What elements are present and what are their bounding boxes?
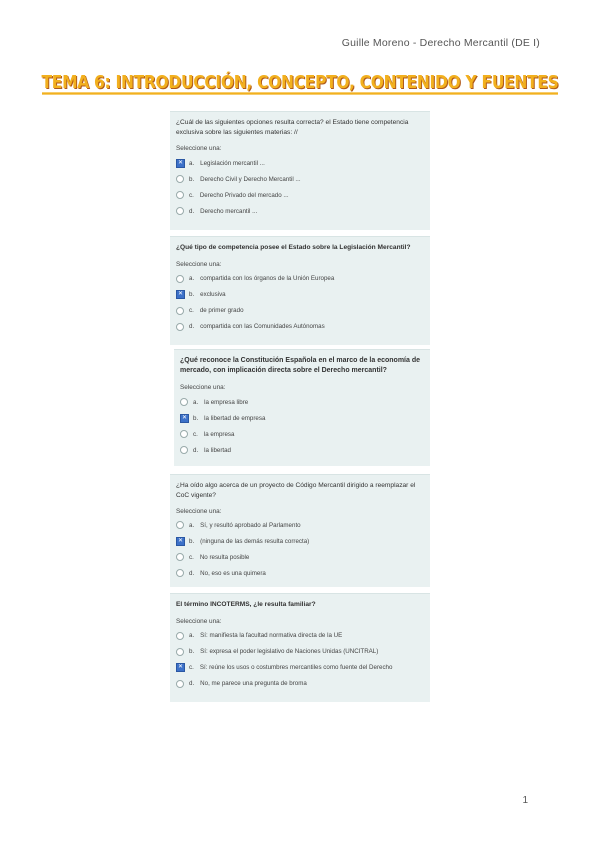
question-card-4 [170,474,430,587]
option-d[interactable]: d. Derecho mercantil ... [170,203,430,219]
radio-icon[interactable] [176,207,184,215]
question-text: ¿Cuál de las siguientes opciones resulta correcta? el Estado tiene competencia exclusiva sobre las siguientes materias: // [176,119,409,136]
page-title [0,72,600,93]
checked-checkbox-icon[interactable]: ✕ [177,664,184,670]
option-b[interactable]: ✕ b. (ninguna de las demás resulta correcta) [177,537,310,545]
radio-icon[interactable] [176,323,184,331]
radio-icon[interactable] [176,632,184,640]
page-number: 1 [522,795,528,806]
option-d[interactable]: d. No, eso es una quimera [170,565,430,581]
option-c[interactable]: c. la empresa [174,426,430,442]
page-title-text: TEMA 6: INTRODUCCIÓN, CONCEPTO, CONTENIDO Y FUENTES [42,72,559,95]
option-b[interactable]: b. Derecho Civil y Derecho Mercantil ... [170,171,430,187]
question-text: ¿Ha oído algo acerca de un proyecto de Código Mercantil dirigido a reemplazar el CoC vigente? [176,482,416,499]
radio-icon[interactable] [180,398,188,406]
option-c[interactable]: c. Derecho Privado del mercado ... [170,187,430,203]
checked-checkbox-icon[interactable]: ✕ [181,414,188,421]
option-a[interactable]: a. la empresa libre [174,394,430,410]
option-a[interactable]: a. Sí: manifiesta la facultad normativa directa de la UE [170,628,430,644]
select-label: Seleccione una: [180,384,226,391]
question-card-5 [170,593,430,702]
option-c[interactable]: c. de primer grado [170,303,430,319]
radio-icon[interactable] [176,680,184,688]
select-label: Seleccione una: [176,260,222,268]
option-b[interactable]: ✕ b. la libertad de empresa [181,414,266,422]
question-text: El término INCOTERMS, ¿le resulta familiar? [176,601,316,608]
radio-icon[interactable] [176,191,184,199]
radio-icon[interactable] [180,430,188,438]
radio-icon[interactable] [176,569,184,577]
option-a[interactable]: ✕ a. Legislación mercantil ... [177,159,265,167]
option-b[interactable]: ✕ b. exclusiva [177,291,226,298]
select-label: Seleccione una: [176,145,222,152]
question-text: ¿Qué tipo de competencia posee el Estado sobre la Legislación Mercantil? [176,244,411,251]
option-d[interactable]: d. No, me parece una pregunta de broma [170,676,430,692]
option-c[interactable]: c. No resulta posible [170,549,430,565]
page-header: Guille Moreno - Derecho Mercantil (DE I) [341,37,540,49]
select-label: Seleccione una: [176,508,222,515]
radio-icon[interactable] [180,446,188,454]
option-b[interactable]: b. Sí: expresa el poder legislativo de Naciones Unidas (UNCITRAL) [170,644,430,660]
option-a[interactable]: a. Sí, y resultó aprobado al Parlamento [170,517,430,533]
select-label: Seleccione una: [176,617,222,625]
option-d[interactable]: d. la libertad [174,442,430,458]
radio-icon[interactable] [176,648,184,656]
question-card-2 [170,236,430,345]
radio-icon[interactable] [176,275,184,283]
checked-checkbox-icon[interactable]: ✕ [177,291,184,297]
question-card-3 [174,349,430,466]
option-c[interactable]: ✕ c. Sí: reúne los usos o costumbres mercantiles como fuente del Derecho [177,664,393,671]
checked-checkbox-icon[interactable]: ✕ [177,537,184,544]
radio-icon[interactable] [176,307,184,315]
question-text: ¿Qué reconoce la Constitución Española en el marco de la economía de mercado, con implicación directa sobre el Derecho mercantil? [180,357,421,374]
checked-checkbox-icon[interactable]: ✕ [177,159,184,166]
option-a[interactable]: a. compartida con los órganos de la Unión Europea [170,271,430,287]
radio-icon[interactable] [176,553,184,561]
radio-icon[interactable] [176,521,184,529]
question-card-1 [170,111,430,230]
radio-icon[interactable] [176,175,184,183]
option-d[interactable]: d. compartida con las Comunidades Autónomas [170,319,430,335]
